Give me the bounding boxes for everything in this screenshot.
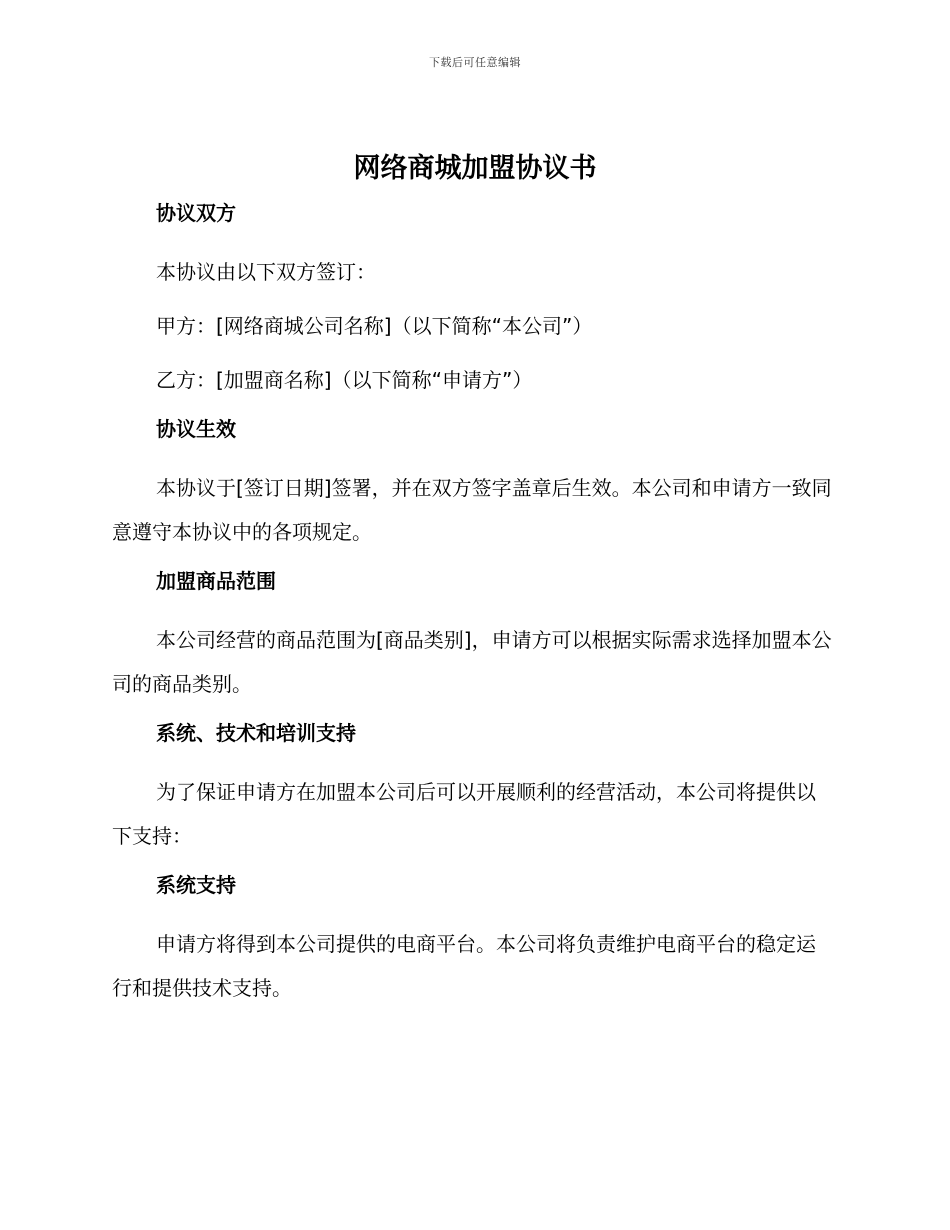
- section-heading: 加盟商品范围: [156, 569, 276, 593]
- section-product-scope: [112, 564, 832, 706]
- document-body: [112, 196, 832, 1020]
- section-support: [112, 716, 832, 858]
- paragraph: 本协议于[签订日期]签署，并在双方签字盖章后生效。本公司和申请方一致同意遵守本协议中的各项规定。: [112, 476, 832, 544]
- section-heading: 协议生效: [156, 417, 236, 441]
- paragraph: 本公司经营的商品范围为[商品类别]，申请方可以根据实际需求选择加盟本公司的商品类别。: [112, 628, 832, 696]
- section-heading: 协议双方: [156, 201, 236, 225]
- section-heading: 系统支持: [156, 873, 236, 897]
- paragraph: 本协议由以下双方签订：: [156, 260, 376, 284]
- paragraph: 为了保证申请方在加盟本公司后可以开展顺利的经营活动，本公司将提供以下支持：: [112, 780, 816, 848]
- document-title: 网络商城加盟协议书: [353, 153, 597, 184]
- header-note: 下载后可任意编辑: [429, 56, 521, 69]
- section-system-support: [112, 868, 832, 1010]
- section-heading: 系统、技术和培训支持: [156, 721, 356, 745]
- section-effective: [112, 412, 832, 554]
- paragraph: 申请方将得到本公司提供的电商平台。本公司将负责维护电商平台的稳定运行和提供技术支持。: [112, 932, 816, 1000]
- paragraph: 甲方：[网络商城公司名称]（以下简称“本公司”）: [156, 314, 593, 338]
- paragraph: 乙方：[加盟商名称]（以下简称“申请方”）: [156, 368, 533, 392]
- section-parties: [112, 196, 832, 402]
